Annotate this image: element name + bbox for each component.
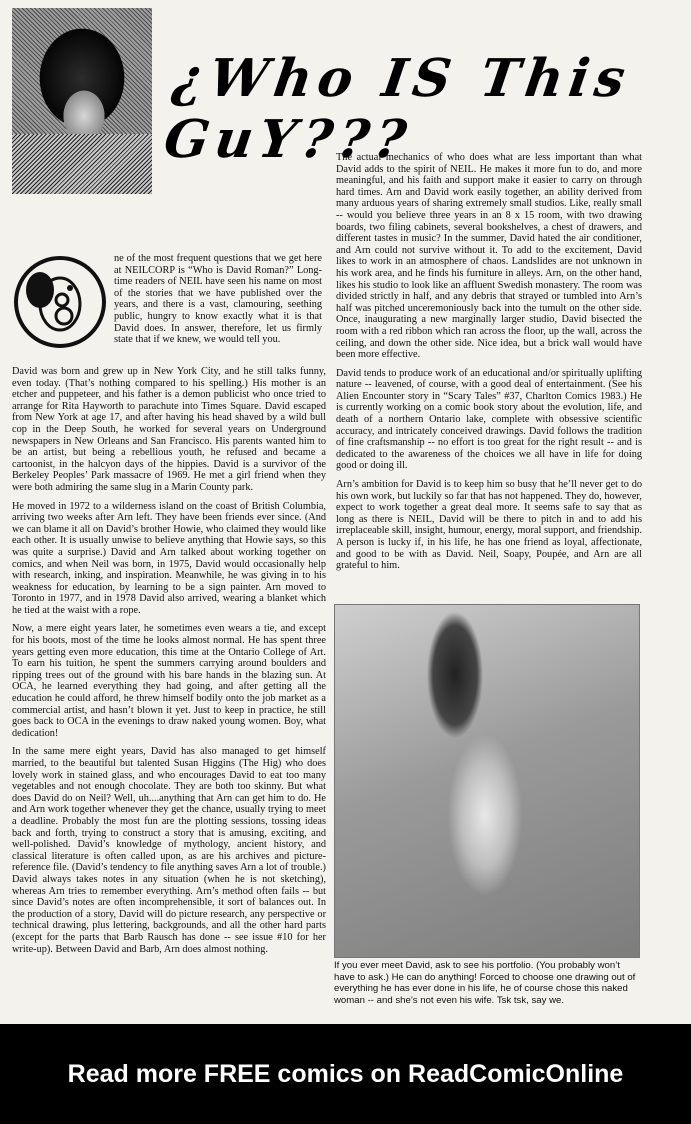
paragraph-mechanics: The actual mechanics of who does what are less important than what David adds to the spirit of NEIL. He makes it more fun to do, and more meaningful, and his faith and support make it easier to carry on through hard times. Arn and David work easily together, an ability derived from many arduous years of sharing extremely small studios. Like, really small -- would you believe three years in an 8 x 15 room, with two drawing boards, two filing cabinets, several bookshelves, a chest of drawers, and different tastes in music? In the summer, David hated the air conditioner, and Arn could not survive without it. To add to the excitement, David likes to work in an atmosphere of chaos. Landslides are not unknown in his work area, and he finds his furniture in alleys. Arn, on the other hand, likes his studio to look like an affluent Swedish monastery. The room was divided strictly in half, and any debris that strayed or tumbled into Arn’s half was pitched unceremoniously back into the tumult on the other side. Once, inaugurating a new marginally larger studio, David bisected the room with a red ribbon which ran across the floor, up the wall, across the ceiling, and down the other side. Nice idea, but a brick wall would have been more effective. — [336, 152, 642, 361]
paragraph-move: He moved in 1972 to a wilderness island on the coast of British Columbia, arriving two weeks after Arn left. They have been friends ever since. (And we can blame it all on David’s brother Howie, who claimed they would like each other. It is usually unwise to believe anything that Howie says, so this was quite a surprise.) David and Arn talked about working together on comics, and when Neil was born, in 1975, David would occasionally help with research, inking, and inspiration. Meanwhile, he was giving in to his weakness for education, by learning to be a sign painter. Arn moved to Toronto in 1977, and in 1978 David also arrived, wearing a blanket which he tied at the waist with a rope. — [12, 500, 326, 616]
paragraph-ambition: Arn’s ambition for David is to keep him so busy that he’ll never get to do his own work, but luckily so far that has not happened. They do, however, expect to work together a great deal more. It seems safe to say that as long as there is NEIL, David will be there to pitch in and to add his irreplaceable skill, insight, humour, energy, moral support, and friendship. A person is lucky if, in his life, he has one friend as loyal, affectionate, and good to be with as David. Neil, Soapy, Poupée, and Arn are all grateful to him. — [336, 479, 642, 572]
left-column — [12, 366, 326, 962]
right-column — [336, 152, 642, 579]
author-photo — [12, 8, 152, 194]
portfolio-drawing — [334, 604, 640, 958]
promo-banner[interactable] — [0, 1024, 691, 1124]
paragraph-marriage: In the same mere eight years, David has also managed to get himself married, to the beautiful but talented Susan Higgins (The Hig) who does lovely work in stained glass, and who encourages David to eat too many vegetables and not enough chocolate. They are both too skinny. But what does David do on Neil? Well, uh....anything that Arn can get him to do. He and Arn work together whenever they get the chance, usually trying to meet a deadline. Probably the most fun are the plotting sessions, tossing ideas back and forth, trying to construct a story that is amusing, exciting, and well-polished. David’s knowledge of mythology, ancient history, and classical literature is often called upon, as are his archives and picture-reference file. (David’s tendency to file anything saves Arn a lot of trouble.) David always takes notes in any situation (when he is not sketching), whereas Arn tries to remember everything. Arn’s method often fails -- but since David’s notes are often incomprehensible, it sort of balances out. In the production of a story, David will do picture research, any perspective or technical drawing, plus lettering, backgrounds, and all the other hard parts (except for the parts that Barb Rausch has done -- see issue #10 for her write-up). Between David and Barb, Arn does almost nothing. — [12, 746, 326, 955]
promo-banner-text: Read more FREE comics on ReadComicOnline — [67, 1059, 624, 1088]
paragraph-education: Now, a mere eight years later, he sometimes even wears a tie, and except for his boots, most of the time he looks almost normal. He has spent three years getting even more education, this time at the Ontario College of Art. To earn his tuition, he spent the summers carrying around boulders and ripping trees out of the ground with his bare hands in the blazing sun. At OCA, he learned everything they had going, and after getting all the education he could afford, he threw himself bodily onto the job market as a commercial artist, and hasn’t blown it yet. Just to keep in practice, he still goes back to OCA in the evenings to draw naked young women. Boy, what dedication! — [12, 623, 326, 739]
intro-text: ne of the most frequent questions that we get here at NEILCORP is “Who is David Roman?” Long-time readers of NEIL have seen his name on most of the stories that we have published over the years, and there is a vast, clamouring, seething public, hungry to know exactly what it is that David does. In answer, therefore, let us firmly state that if we knew, we would tell you. — [114, 253, 322, 346]
intro-paragraph — [12, 253, 322, 353]
drawing-caption: If you ever meet David, ask to see his portfolio. (You probably won’t have to ask.) He can do anything! Forced to choose one drawing out of everything he has ever done in his life, he of course chose this naked woman -- and she’s not even his wife. Tsk tsk, say we. — [334, 960, 636, 1006]
paragraph-birth: David was born and grew up in New York City, and he still talks funny, even today. (That’s nothing compared to his spelling.) His mother is an etcher and puppeteer, and his father is a demon publicist who once tried to arrange for Rita Hayworth to parachute into Times Square. David escaped from New York at age 17, and after having his head shaved by a wild bull cop in the Deep South, he worked for several years on Underground newspapers in New Orleans and San Francisco. His parents wanted him to be an artist, but being a rebellious youth, he refused and became a cartoonist, in the halcyon days of the hippies. David is a survivor of the Berkeley Peoples’ Park massacre of 1969. He met a girl friend when they were both admiring the same slug in a Marin County park. — [12, 366, 326, 493]
paragraph-work: David tends to produce work of an educational and/or spiritually uplifting nature -- leavened, of course, with a good deal of entertainment. (See his Alien Encounter story in “Scary Tales” #37, Charlton Comics 1983.) He is currently working on a comic book story about the evolution, life, and death of a northern Ontario lake, complete with obsessive scientific accuracy, and intricately conceived drawings. David follows the tradition of fine craftsmanship -- no effort is too great for the right result -- and is dedicated to the awareness of the choices we all have in life for doing good or doing ill. — [336, 367, 642, 472]
page-title: ¿Who IS This GuY??? — [160, 48, 635, 170]
